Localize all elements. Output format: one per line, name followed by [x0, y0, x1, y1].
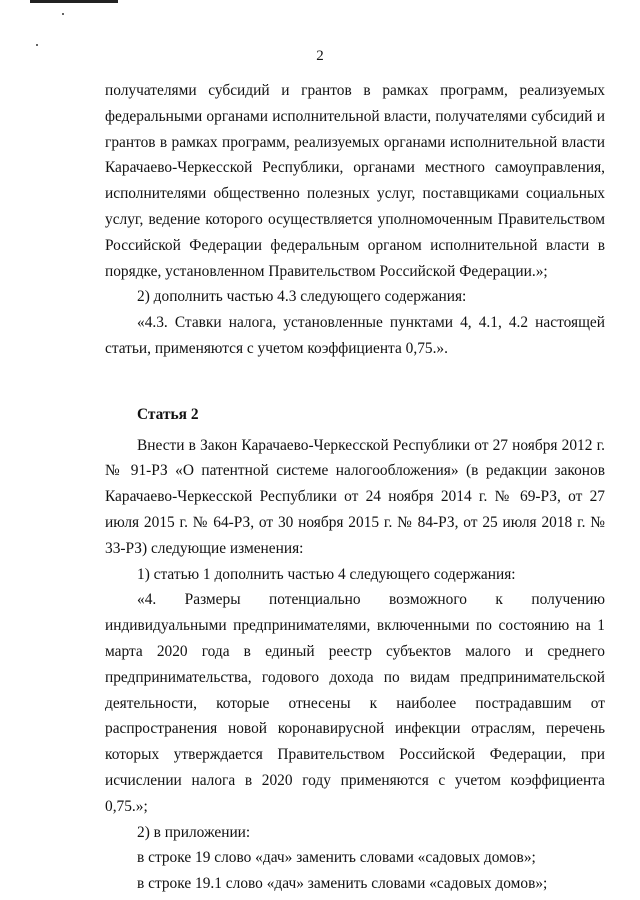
scan-speck [36, 44, 38, 46]
paragraph-amendment-point: 1) статью 1 дополнить частью 4 следующего содержания: [137, 565, 516, 583]
paragraph-amendment-point: 2) в приложении: [137, 823, 251, 841]
top-edge-rule [30, 0, 118, 3]
document-body [105, 78, 605, 897]
paragraph-replacement-line: в строке 19 слово «дач» заменить словами «садовых домов»; [137, 849, 536, 867]
paragraph-quoted-clause: «4.3. Ставки налога, установленные пунктами 4, 4.1, 4.2 настоящей статьи, применяются с учетом коэффициента 0,75.». [105, 314, 605, 357]
paragraph-replacement-line: в строке 19.1 слово «дач» заменить словами «садовых домов»; [137, 875, 548, 893]
page-number: 2 [316, 48, 324, 64]
scan-speck [62, 13, 64, 15]
paragraph-quoted-clause: «4. Размеры потенциально возможного к получению индивидуальными предпринимателями, включенными по состоянию на 1 марта 2020 года в единый реестр субъектов малого и среднего предпринимательства, годового дохода по видам предпринимательской деятельности, которые отнесены к наиболее пострадавшим от распространения новой коронавирусной инфекции отраслям, перечень которых утверждается Правительством Российской Федерации, при исчислении налога в 2020 году применяются с учетом коэффициента 0,75.»; [105, 591, 605, 815]
article-title: Статья 2 [137, 405, 199, 423]
paragraph-continuation: получателями субсидий и грантов в рамках программ, реализуемых федеральными органами исполнительной власти, получателями субсидий и грантов в рамках программ, реализуемых органами исполнительной власти Карачаево-Черкесской Республики, органами местного самоуправления, исполнителями общественно полезных услуг, поставщиками социальных услуг, ведение которого осуществляется уполномоченным Правительством Российской Федерации федеральным органом исполнительной власти в порядке, установленном Правительством Российской Федерации.»; [105, 82, 605, 280]
paragraph-article-intro: Внести в Закон Карачаево-Черкесской Республики от 27 ноября 2012 г. № 91-РЗ «О патентной системе налогообложения» (в редакции законов Карачаево-Черкесской Республики от 24 ноября 2014 г. № 69-РЗ, от 27 июля 2015 г. № 64-РЗ, от 30 ноября 2015 г. № 84-РЗ, от 25 июля 2018 г. № 33-РЗ) следующие изменения: [105, 436, 605, 557]
paragraph-amendment-point: 2) дополнить частью 4.3 следующего содержания: [137, 288, 467, 306]
